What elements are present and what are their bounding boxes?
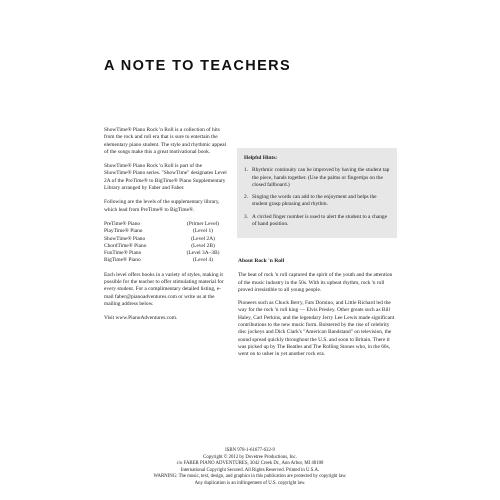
intro-paragraph-3: Following are the levels of the supplementary library, which lead from PreTime® to BigTime®. (104, 199, 220, 213)
hint-number: 2. (244, 194, 249, 201)
level-row (104, 228, 230, 235)
level-name: ShowTime® Piano (104, 235, 146, 242)
address-line: c/o FABER PIANO ADVENTURES, 3042 Creek Dr., Ann Arbor, MI 48108 (176, 461, 324, 467)
helpful-hints-box (237, 148, 397, 238)
intro-paragraph-1: ShowTime® Piano Rock 'n Roll is a collection of hits from the rock and roll era that is sure to entertain the elementary piano student. The style and rhythmic appeal of the songs make this a great motivational book. (104, 127, 227, 155)
level-value: (Level 2A) (191, 235, 215, 242)
hint-text: Singing the words can add to the enjoyment and helps the student grasp phrasing and rhythm. (252, 194, 377, 208)
about-paragraph-1: The beat of rock 'n roll captured the spirit of the youth and the attention of the music industry in the 50s. With its upbeat rhythm, rock 'n roll proved irresistible to all young people. (238, 272, 393, 293)
hint-number: 3. (244, 213, 249, 220)
website-line: Visit www.PianoAdventures.com. (104, 315, 178, 322)
levels-list (104, 221, 230, 265)
level-row (104, 257, 230, 264)
hint-text: Rhythmic continuity can be improved by having the student tap the piece, hands together. (Use the palms or fingertips on the closed fallboard.) (252, 167, 390, 188)
hint-number: 1. (244, 167, 249, 174)
about-paragraph-2: Pioneers such as Chuck Berry, Fats Domino, and Little Richard led the way for the rock 'n roll king — Elvis Presley. Other greats such as Bill Haley, Carl Perkins, and the legendary Jerry Lee Lewis made significant contributions to the new music form. Bolstered by the rise of celebrity disc jockeys and Dick Clark's "American Bandstand" on television, the sound spread quickly throughout the U.S. and soon to Britain. There it was picked up by The Beatles and The Rolling Stones who, in the 60s, went on to usher in yet another rock era. (238, 300, 395, 358)
level-value: (Level 4) (193, 257, 213, 264)
isbn-line: ISBN 978-1-61677-632-9 (225, 448, 275, 453)
level-value: (Level 3A–3B) (186, 250, 220, 257)
hint-item (244, 214, 390, 229)
level-name: FunTime® Piano (104, 250, 142, 257)
level-name: BigTime® Piano (104, 257, 141, 264)
level-value: (Primer Level) (187, 220, 219, 227)
warning-line: WARNING: The music, text, design, and graphics in this publication are protected by copyright law. (153, 474, 347, 480)
level-name: PreTime® Piano (104, 220, 141, 227)
copyright-line: Copyright © 2012 by Dovetree Productions, Inc. (203, 454, 297, 460)
infringement-line: Any duplication is an infringement of U.S. copyright law. (194, 480, 306, 486)
level-value: (Level 2B) (191, 242, 215, 249)
hint-item (244, 194, 390, 209)
about-heading: About Rock 'n Roll (238, 258, 285, 264)
intro-paragraph-2: ShowTime® Piano Rock 'n Roll is part of the ShowTime® Piano series. "ShowTime" designates Level 2A of the PreTime® to BigTime® Piano Supplementary Library arranged by Faber and Faber. (104, 163, 227, 192)
rights-line: International Copyright Secured. All Rights Reserved. Printed in U.S.A. (180, 467, 320, 473)
level-name: ChordTime® Piano (104, 242, 147, 249)
about-section (238, 258, 398, 365)
page-title: A NOTE TO TEACHERS (104, 58, 292, 74)
level-row (104, 236, 230, 243)
copyright-footer (60, 448, 440, 488)
intro-column (104, 127, 230, 330)
level-name: PlayTime® Piano (104, 228, 143, 235)
hint-item (244, 167, 390, 189)
intro-paragraph-4: Each level offers books in a variety of styles, making it possible for the teacher to offer stimulating material for every student. For a complimentary detailed listing, e-mail faber@pianoadventures.com or write us at the mailing address below. (104, 271, 224, 307)
hint-text: A circled finger number is used to alert the student to a change of hand position. (252, 213, 388, 228)
hints-heading: Helpful Hints: (244, 155, 278, 161)
level-value: (Level 1) (193, 228, 213, 235)
